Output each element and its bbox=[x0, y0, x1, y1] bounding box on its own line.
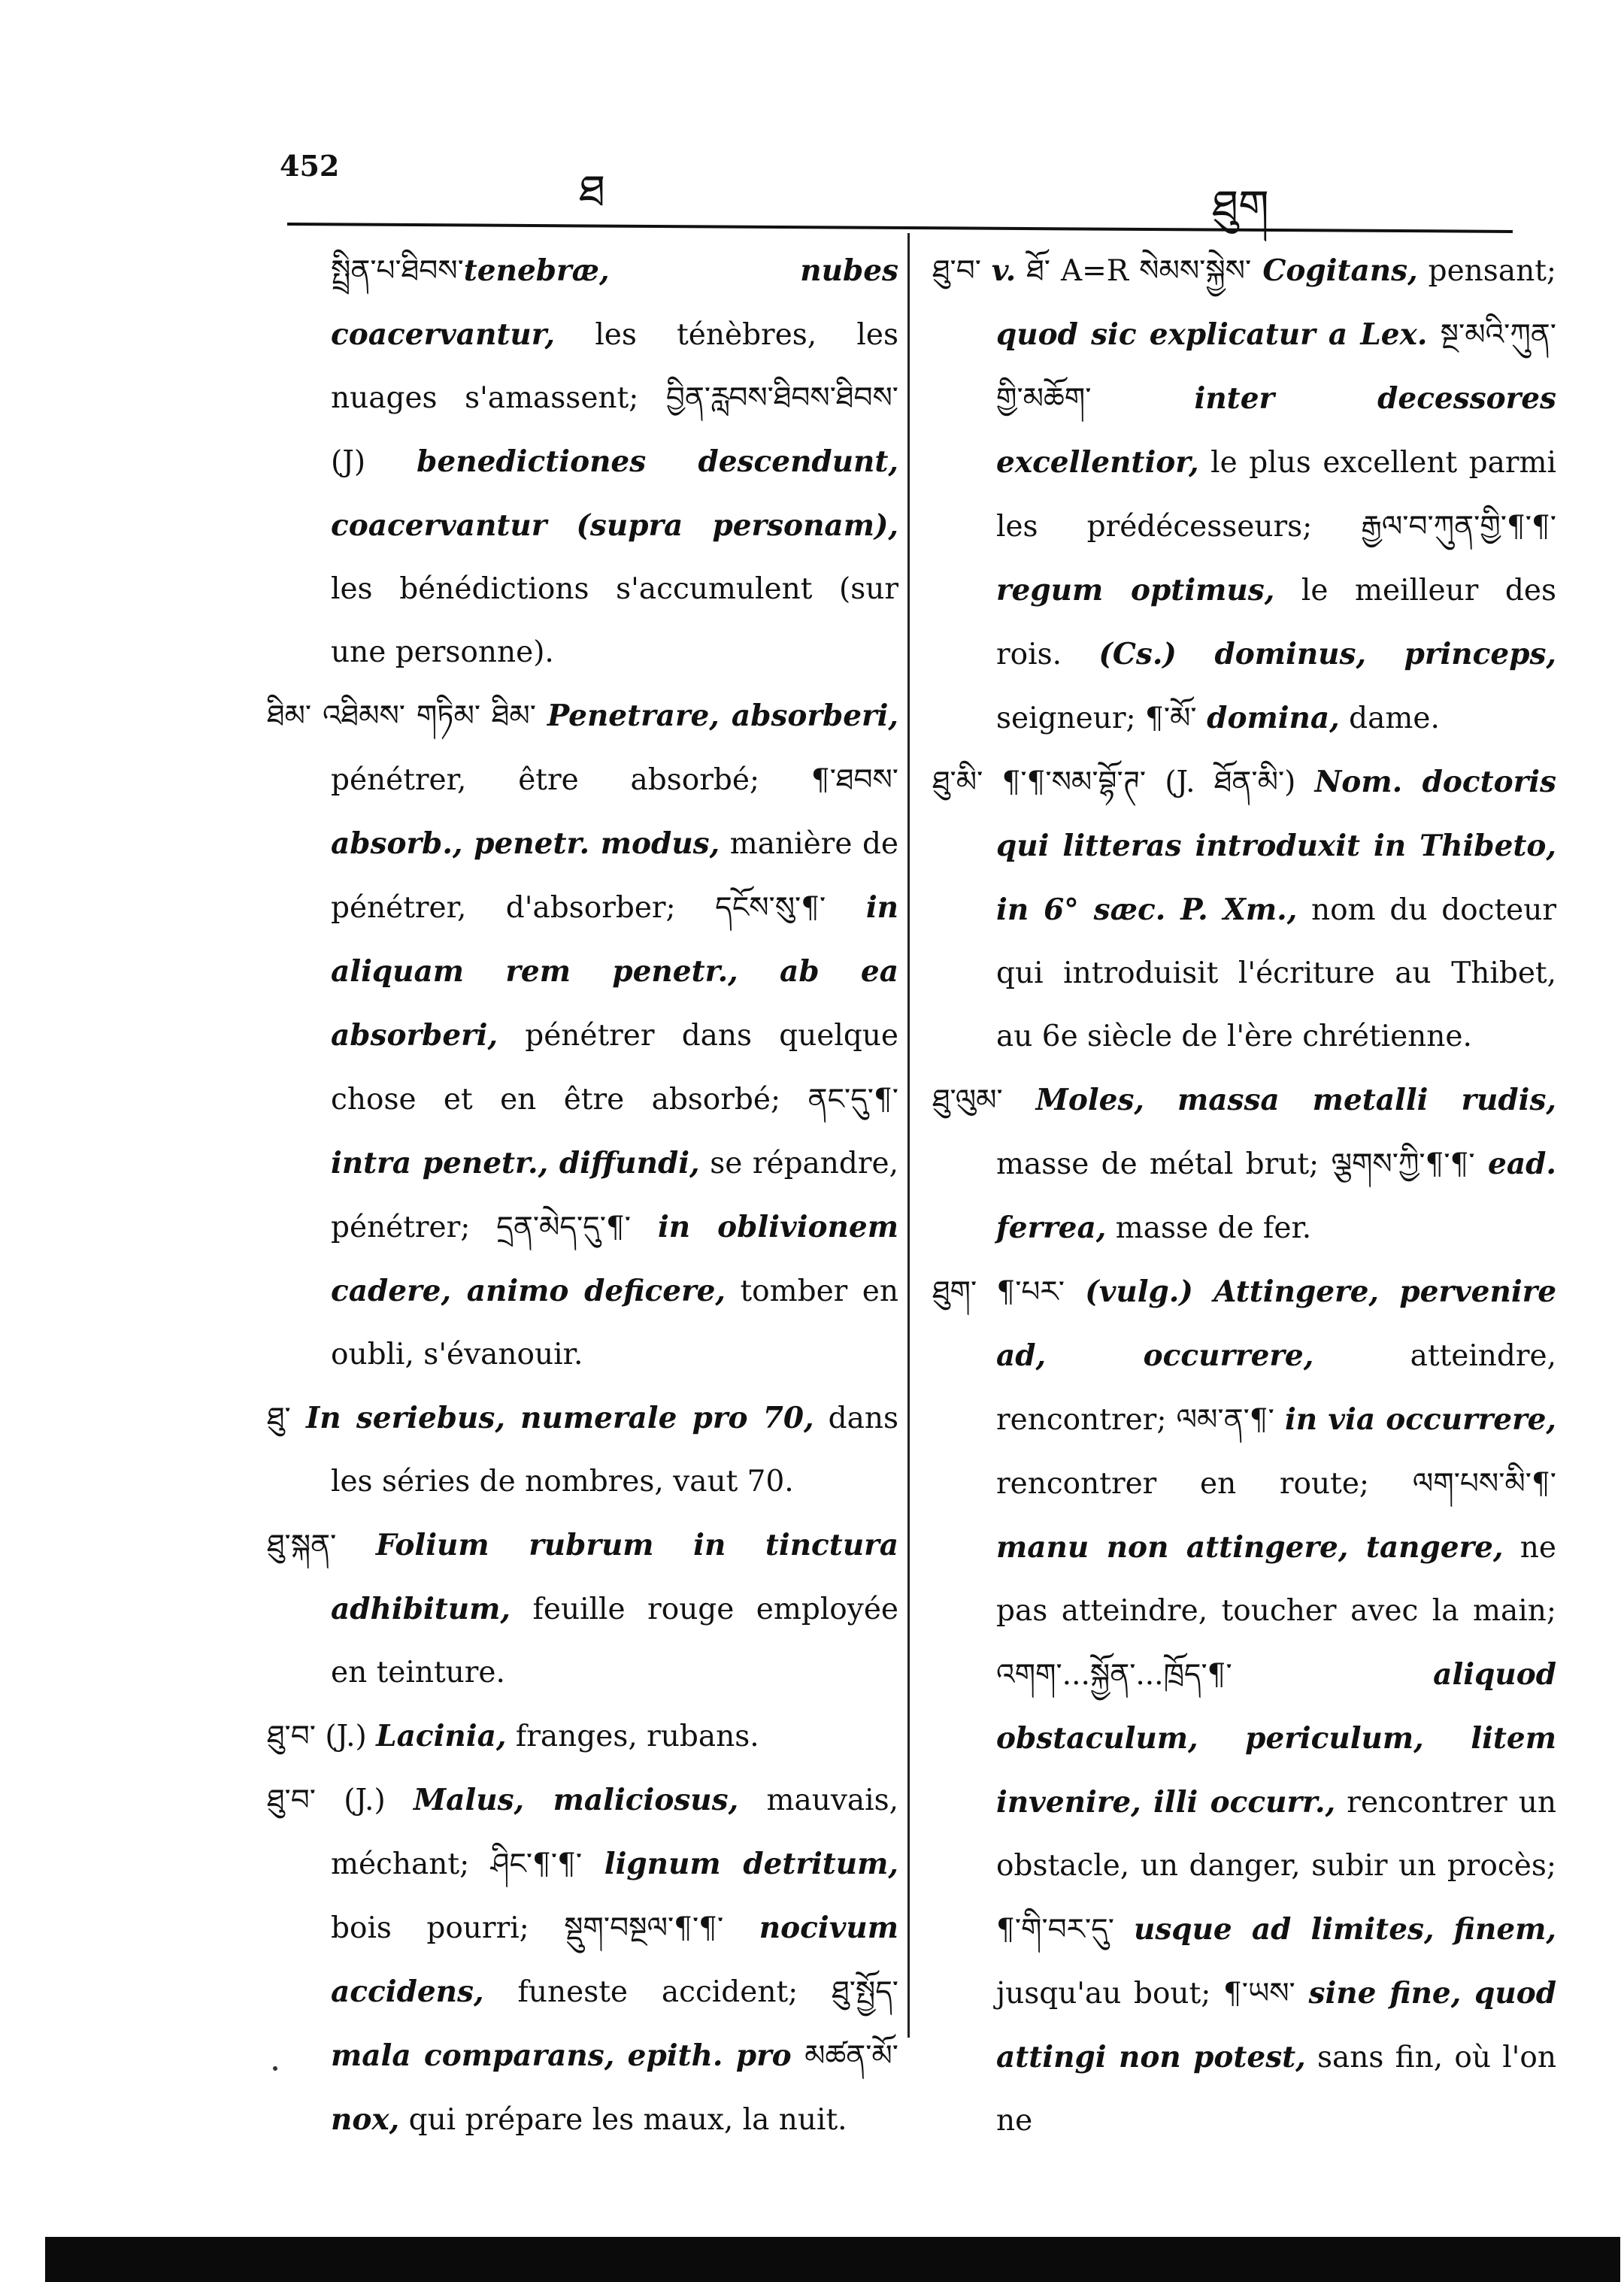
latin-gloss: tenebræ, nubes coacervantur, bbox=[331, 253, 898, 352]
left-column bbox=[267, 239, 898, 2152]
french-gloss: masse de fer. bbox=[1106, 1211, 1312, 1245]
running-head-left: ཐ bbox=[579, 165, 606, 217]
dictionary-entry bbox=[932, 1068, 1556, 1260]
tibetan-term: ཐུ་སྐན་ bbox=[267, 1529, 337, 1562]
latin-gloss: manu non attingere, tangere, bbox=[996, 1530, 1504, 1565]
latin-gloss: Lacinia, bbox=[376, 1719, 507, 1753]
column-divider bbox=[907, 233, 910, 2038]
latin-gloss: v. bbox=[991, 253, 1017, 288]
latin-gloss: in aliquam rem penetr., ab ea absorberi, bbox=[331, 890, 899, 1053]
tibetan-term: སྡུག་བསྔལ་¶་¶་ bbox=[564, 1911, 724, 1945]
latin-gloss: intra penetr., diffundi, bbox=[331, 1146, 700, 1180]
tibetan-term: སེམས་སྐྱེས་ bbox=[1139, 254, 1252, 288]
tibetan-term: ནང་དུ་¶་ bbox=[807, 1083, 898, 1117]
latin-gloss: Nom. doctoris qui litteras introduxit in Thibeto, in 6° sæc. P. Xm., bbox=[996, 765, 1556, 927]
tibetan-term: ¶་མོ་ bbox=[1145, 702, 1197, 735]
latin-gloss: sine fine, quod attingi non potest, bbox=[996, 1976, 1556, 2074]
french-gloss: sans fin, où l'on ne bbox=[996, 2041, 1557, 2138]
french-gloss: ) bbox=[1284, 765, 1315, 799]
tibetan-term: ལམ་ན་¶་ bbox=[1176, 1403, 1274, 1437]
french-gloss bbox=[981, 254, 992, 288]
latin-gloss: nox, bbox=[331, 2102, 400, 2137]
latin-gloss: Folium rubrum in tinctura adhibitum, bbox=[331, 1528, 898, 1626]
french-gloss: les ténèbres, les nuages s'amassent; bbox=[331, 318, 898, 415]
latin-gloss: aliquod obstaculum, periculum, litem invenire, illi occurr., bbox=[996, 1657, 1556, 1820]
tibetan-term: ཐིམ་ bbox=[267, 699, 312, 733]
tibetan-term: ཐོན་མི་ bbox=[1213, 765, 1285, 799]
latin-gloss: In seriebus, numerale pro 70, bbox=[290, 1401, 814, 1435]
dictionary-entry bbox=[267, 1768, 898, 2152]
latin-gloss: absorb., penetr. modus, bbox=[331, 826, 720, 861]
latin-gloss: regum optimus, bbox=[996, 573, 1275, 608]
tibetan-term: སྔ་མའི་ཀུན་གྱི་མཆོག་ bbox=[996, 318, 1556, 416]
latin-gloss: in oblivionem cadere, animo deficere, bbox=[331, 1210, 898, 1308]
tibetan-term: ཐུ་མི་ bbox=[932, 765, 983, 799]
french-gloss: dans les séries de nombres, vaut 70. bbox=[331, 1402, 898, 1499]
french-gloss: se répandre, pénétrer; bbox=[331, 1147, 899, 1244]
french-gloss: les bénédictions s'accumulent (sur une personne). bbox=[331, 572, 898, 669]
tibetan-term: ¶་ཡས་ bbox=[1223, 1977, 1295, 2011]
dictionary-entry bbox=[932, 239, 1556, 750]
latin-gloss: Moles, massa metalli rudis, bbox=[1002, 1083, 1556, 1117]
page-number: 452 bbox=[280, 149, 340, 183]
tibetan-term: ཐུ་ལུམ་ bbox=[932, 1083, 1003, 1117]
french-gloss: qui prépare les maux, la nuit. bbox=[399, 2103, 847, 2137]
french-gloss: ne pas atteindre, toucher avec la main; bbox=[996, 1531, 1556, 1628]
latin-gloss: Cogitans, bbox=[1251, 253, 1418, 288]
dictionary-entry bbox=[267, 1386, 898, 1514]
tibetan-term: ཐུ་བ་ bbox=[267, 1720, 316, 1753]
latin-gloss: quod sic explicatur a Lex. bbox=[996, 317, 1441, 352]
french-gloss: (J.) bbox=[315, 1783, 414, 1817]
tibetan-term: ལག་པས་མི་¶་ bbox=[1412, 1467, 1556, 1501]
french-gloss: manière de pénétrer, d'absorber; bbox=[331, 827, 899, 925]
french-gloss: le meilleur des rois. bbox=[996, 574, 1556, 671]
dictionary-entry bbox=[932, 750, 1556, 1068]
tibetan-term: ¶་¶་སམ་བྷོ་ཊ་ bbox=[983, 765, 1147, 799]
latin-gloss: Penetrare, absorberi, bbox=[547, 699, 898, 733]
latin-gloss: (Cs.) dominus, princeps, bbox=[1098, 637, 1556, 671]
french-gloss: mauvais, méchant; bbox=[331, 1783, 899, 1881]
latin-gloss: ead. ferrea, bbox=[996, 1147, 1556, 1245]
tibetan-term: ཐོ་ bbox=[1026, 254, 1050, 288]
tibetan-term: དྲན་མེད་དུ་¶་ bbox=[496, 1211, 631, 1244]
running-head-right: ཐུག bbox=[1212, 180, 1269, 232]
tibetan-term: དངོས་སུ་¶་ bbox=[715, 891, 826, 925]
latin-gloss: Malus, maliciosus, bbox=[413, 1783, 739, 1817]
tibetan-term: ཐུ་སྤྱོད་ bbox=[832, 1975, 898, 2009]
latin-gloss: mala comparans, epith. pro bbox=[331, 2038, 805, 2073]
tibetan-term: འགག་...སྐྱོན་...ཁྲོད་¶་ bbox=[996, 1658, 1232, 1692]
french-gloss: tomber en oubli, s'évanouir. bbox=[331, 1274, 898, 1371]
french-gloss: seigneur; bbox=[996, 702, 1146, 735]
tibetan-term: ཐུ་བ་ bbox=[932, 254, 981, 288]
french-gloss bbox=[1016, 254, 1026, 288]
dictionary-entry bbox=[267, 1705, 898, 1768]
tibetan-term: ¶་པར་ bbox=[977, 1275, 1065, 1309]
tibetan-term: ཤིང་¶་¶་ bbox=[490, 1847, 583, 1881]
french-gloss: franges, rubans. bbox=[506, 1720, 759, 1753]
french-gloss: feuille rouge employée en teinture. bbox=[331, 1593, 898, 1690]
ink-speck bbox=[273, 2066, 277, 2071]
dictionary-entry bbox=[267, 684, 898, 1386]
french-gloss: A=R bbox=[1050, 254, 1140, 288]
french-gloss: atteindre, rencontrer; bbox=[996, 1339, 1556, 1437]
tibetan-term: ཐུག་ bbox=[932, 1275, 977, 1309]
french-gloss: funeste accident; bbox=[483, 1975, 832, 2009]
french-gloss: dame. bbox=[1339, 702, 1440, 735]
french-gloss: le plus excellent parmi les prédécesseurs; bbox=[996, 446, 1556, 544]
french-gloss: bois pourri; bbox=[331, 1911, 565, 1945]
tibetan-term: ¶་ཐབས་ bbox=[810, 763, 898, 797]
tibetan-term: སྤྲིན་པ་ཐིབས་ bbox=[331, 254, 464, 288]
french-gloss: jusqu'au bout; bbox=[996, 1977, 1223, 2011]
latin-gloss: benedictiones descendunt, coacervantur (supra personam), bbox=[331, 444, 898, 543]
french-gloss: pénétrer dans quelque chose et en être absorbé; bbox=[331, 1019, 898, 1117]
dictionary-entry bbox=[267, 1514, 898, 1705]
french-gloss: (J.) bbox=[315, 1720, 377, 1753]
scan-border-bar bbox=[45, 2237, 1620, 2282]
tibetan-term: ¶་གི་བར་དུ་ bbox=[996, 1913, 1114, 1947]
tibetan-term: མཚན་མོ་ bbox=[804, 2039, 898, 2073]
tibetan-term: རྒྱལ་བ་ཀུན་གྱི་¶་¶་ bbox=[1361, 510, 1556, 544]
latin-gloss: (vulg.) Attingere, pervenire ad, occurrere, bbox=[996, 1274, 1557, 1373]
french-gloss: masse de métal brut; bbox=[996, 1147, 1332, 1181]
header-rule bbox=[287, 223, 1513, 233]
tibetan-term: བྱིན་རླབས་ཐིབས་ཐིབས་ bbox=[665, 381, 898, 415]
french-gloss: pénétrer, être absorbé; bbox=[331, 763, 811, 797]
latin-gloss: inter decessores excellentior, bbox=[996, 381, 1556, 480]
latin-gloss: lignum detritum, bbox=[582, 1847, 898, 1881]
right-column bbox=[932, 239, 1556, 2153]
latin-gloss: domina, bbox=[1196, 701, 1340, 735]
tibetan-term: ལྕགས་ཀྱི་¶་¶་ bbox=[1331, 1147, 1475, 1181]
french-gloss: (J) bbox=[331, 445, 417, 479]
tibetan-term: ཐུ་བ་ bbox=[267, 1783, 316, 1817]
french-gloss: nom du docteur qui introduisit l'écriture au Thibet, au 6e siècle de l'ère chrétienne. bbox=[996, 893, 1556, 1053]
french-gloss: (J. bbox=[1146, 765, 1214, 799]
tibetan-term: འཐིམས་ གཏིམ་ ཐིམ་ bbox=[311, 699, 547, 733]
latin-gloss: nocivum accidens, bbox=[331, 1911, 898, 2009]
dictionary-entry bbox=[267, 239, 898, 684]
latin-gloss: usque ad limites, finem, bbox=[1113, 1912, 1556, 1947]
latin-gloss: in via occurrere, bbox=[1274, 1402, 1557, 1437]
french-gloss: pensant; bbox=[1417, 254, 1557, 288]
french-gloss: rencontrer un obstacle, un danger, subir un procès; bbox=[996, 1786, 1556, 1883]
tibetan-term: ཐུ་ bbox=[267, 1402, 291, 1435]
french-gloss: rencontrer en route; bbox=[996, 1467, 1413, 1501]
dictionary-entry bbox=[932, 1260, 1556, 2153]
